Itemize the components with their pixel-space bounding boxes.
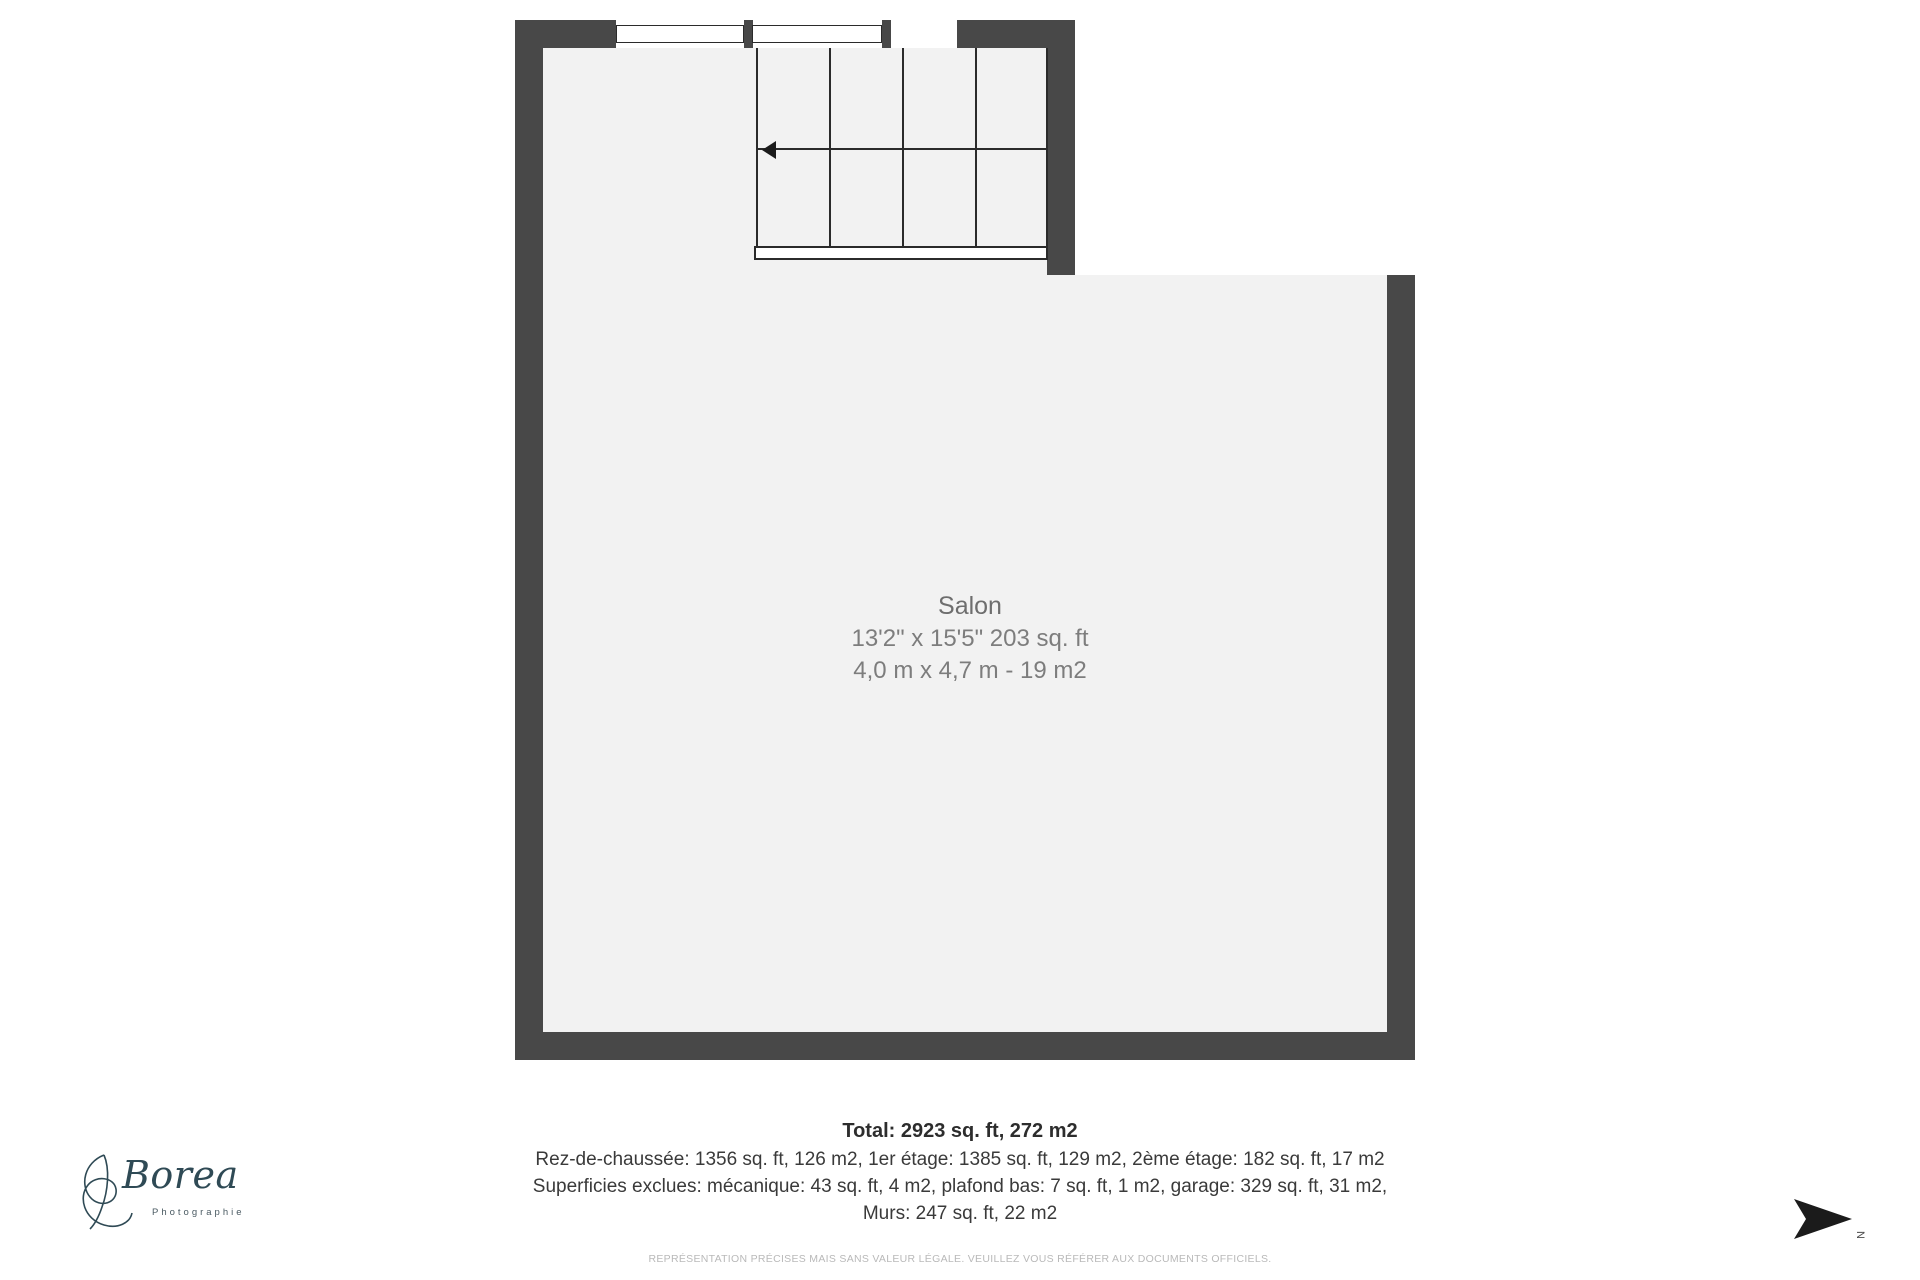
summary-excluded-areas: Superficies exclues: mécanique: 43 sq. ft, 4 m2, plafond bas: 7 sq. ft, 1 m2, garage: 329 sq. ft, 31 m2, <box>532 1175 1388 1197</box>
compass-label: N <box>1853 1231 1866 1239</box>
summary-floors: Rez-de-chaussée: 1356 sq. ft, 126 m2, 1er étage: 1385 sq. ft, 129 m2, 2ème étage: 182 sq. ft, 17 m2 <box>535 1149 1385 1170</box>
compass-north <box>1790 1195 1880 1255</box>
room-label-salon <box>670 590 1270 686</box>
room-name: Salon <box>938 592 1002 620</box>
stair-direction-line <box>756 148 1048 150</box>
floorplan-drawing <box>515 20 1435 1070</box>
window-pane-1 <box>616 25 744 43</box>
staircase <box>756 48 1048 278</box>
window-pane-2 <box>752 25 882 43</box>
stair-direction-arrow-icon <box>762 141 776 159</box>
room-dimensions-imperial: 13'2" x 15'5" 203 sq. ft <box>851 625 1089 652</box>
stair-landing <box>754 246 1048 260</box>
brand-logo <box>60 1145 290 1240</box>
window-wall-stub-right <box>882 20 891 48</box>
area-summary <box>360 1120 1560 1228</box>
summary-total: Total: 2923 sq. ft, 272 m2 <box>842 1120 1078 1142</box>
legal-disclaimer: REPRÉSENTATION PRÉCISES MAIS SANS VALEUR LÉGALE. VEUILLEZ VOUS RÉFÉRER AUX DOCUMENTS OFFICIELS. <box>648 1253 1272 1265</box>
window-wall-stub-left <box>607 20 616 48</box>
logo-brand-text: Borea <box>122 1153 239 1197</box>
logo-tagline: Photographie <box>152 1207 245 1218</box>
room-dimensions-metric: 4,0 m x 4,7 m - 19 m2 <box>853 656 1087 684</box>
summary-walls: Murs: 247 sq. ft, 22 m2 <box>862 1202 1058 1224</box>
